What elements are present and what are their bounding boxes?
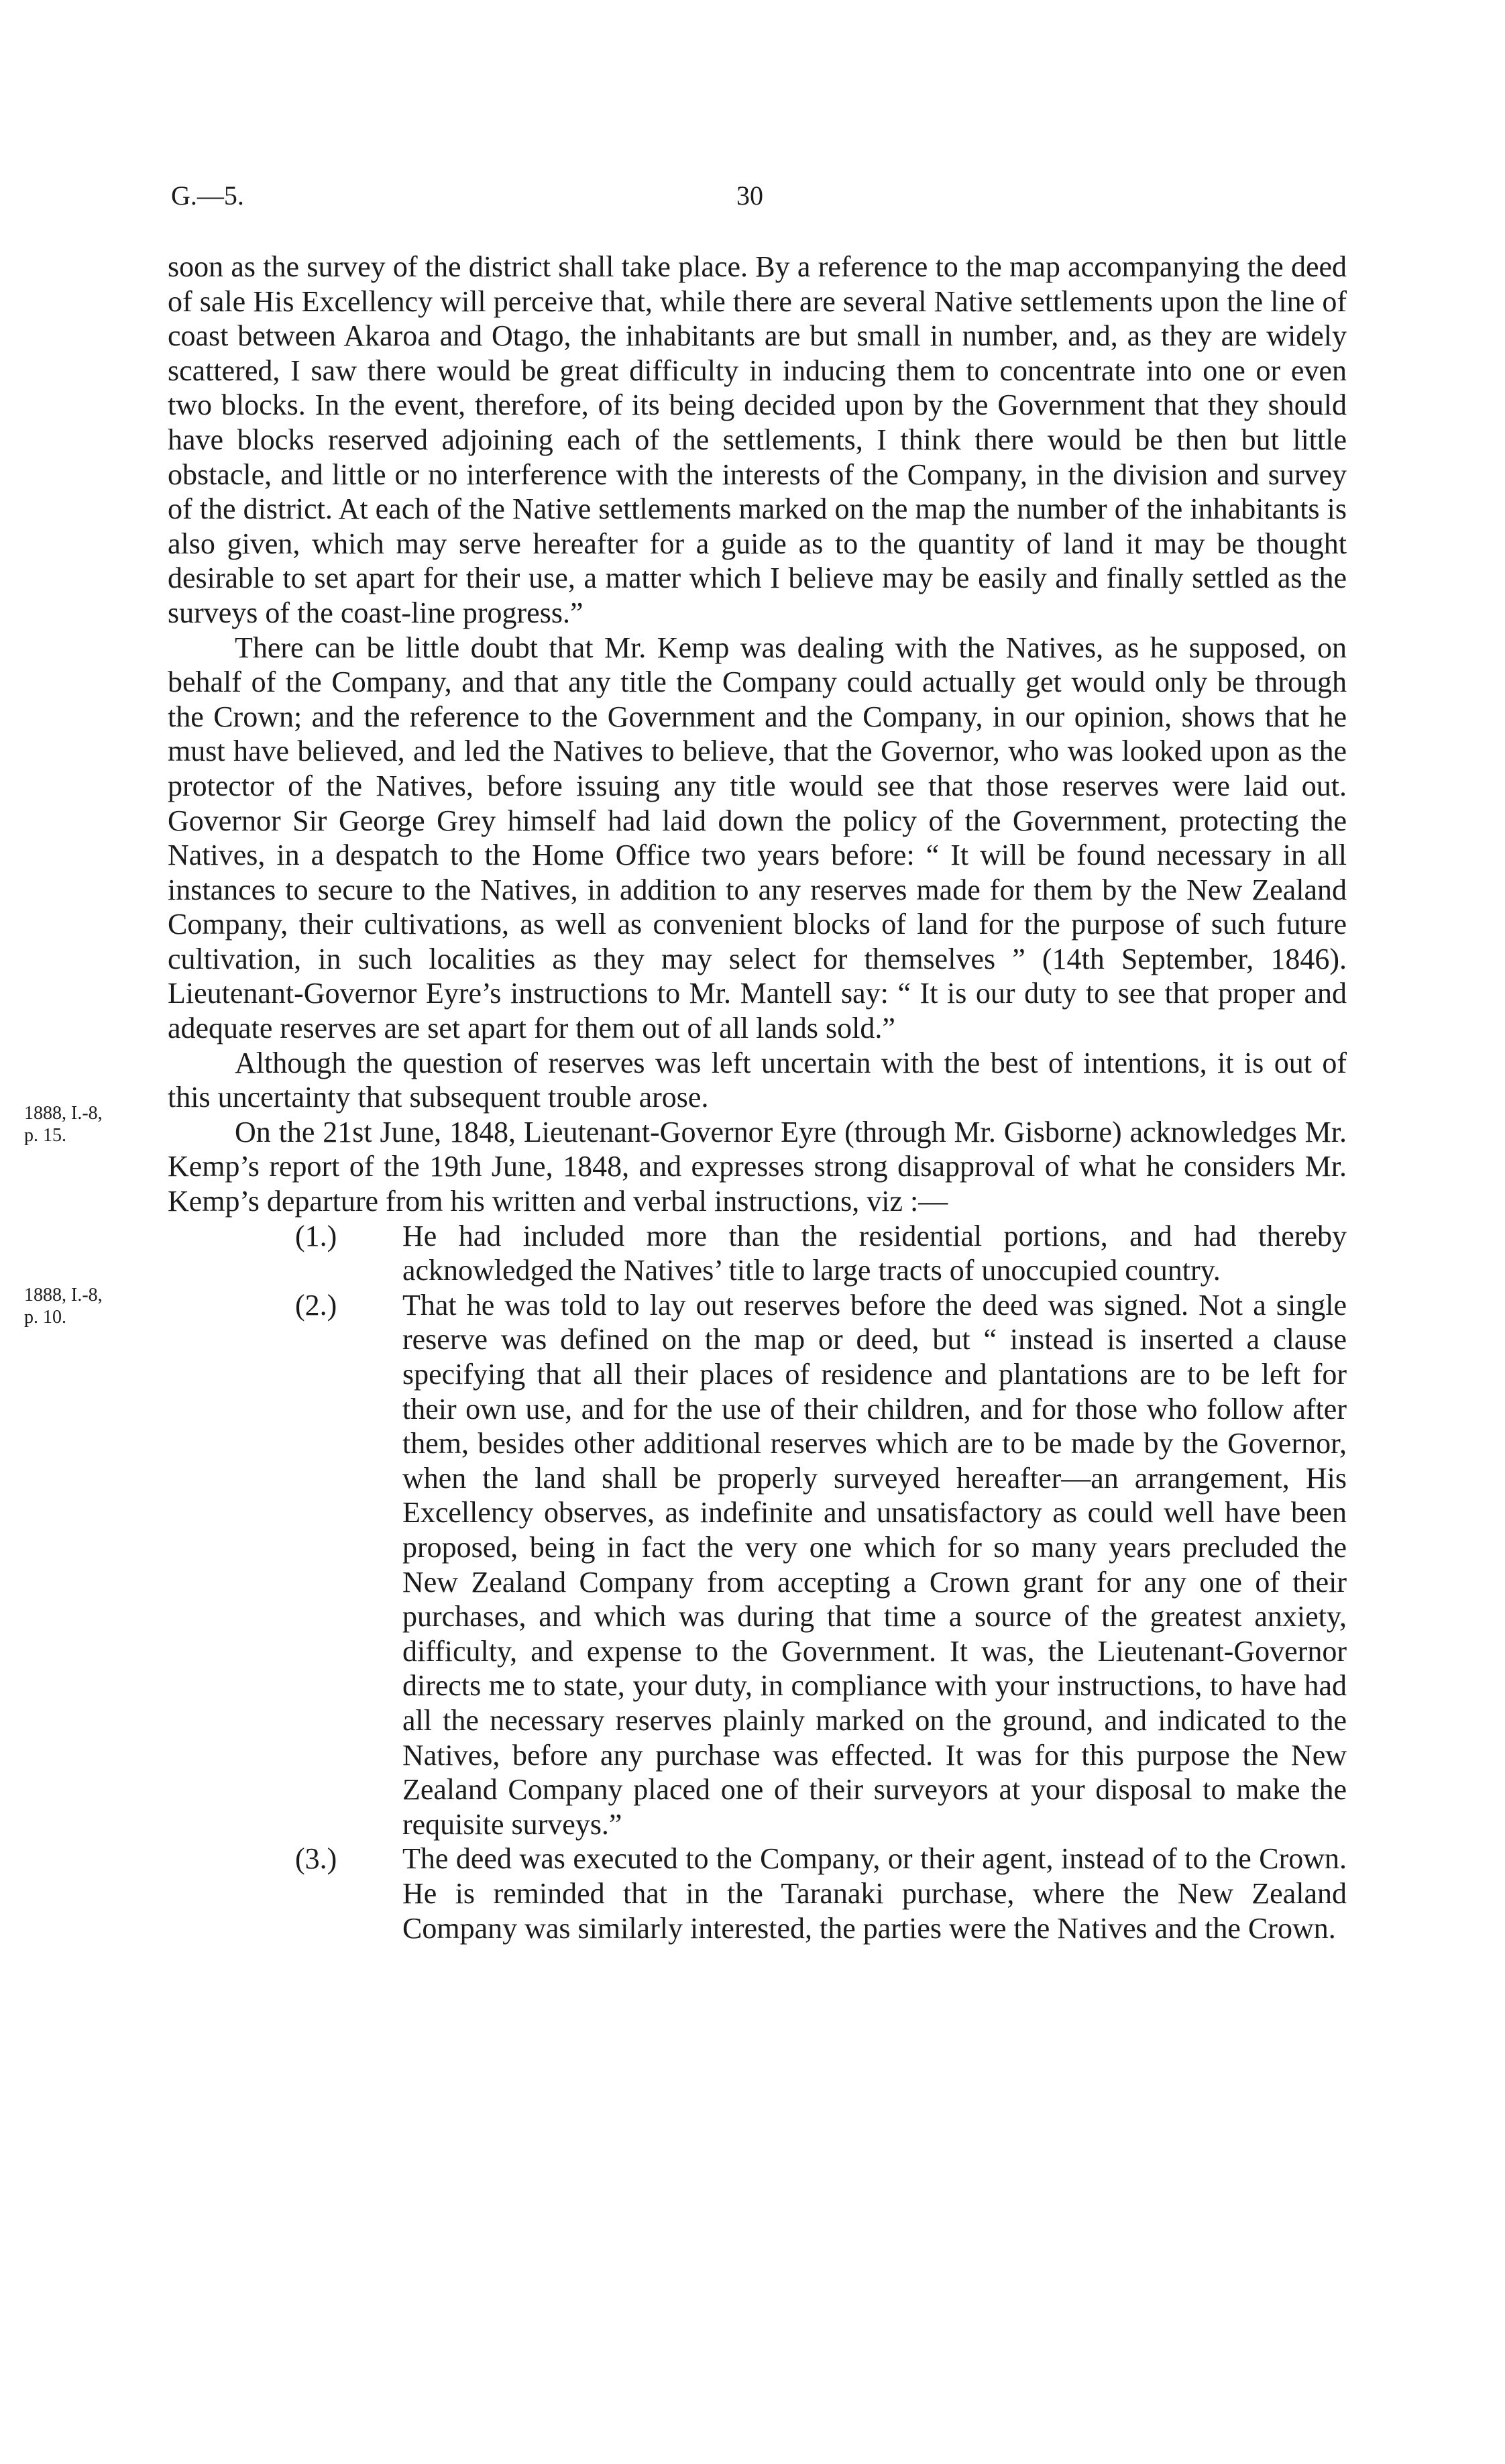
page-number: 30: [736, 180, 763, 211]
paragraph-reserves-uncertain: Although the question of reserves was left uncertain with the best of intentions, it is out of this uncertainty that subsequent trouble arose.: [168, 1046, 1347, 1114]
margin-note-2-ref: 1888, I.-8,: [24, 1285, 103, 1305]
margin-note-2-page: p. 10.: [24, 1307, 66, 1328]
margin-note-1-page: p. 15.: [24, 1125, 66, 1146]
paragraph-eyre-acknowledges: On the 21st June, 1848, Lieutenant-Governor Eyre (through Mr. Gisborne) acknowledges Mr. Kemp’s report of the 19th June, 1848, and expresses strong disapproval of what he considers Mr. Kemp’s departure from his written and verbal instructions, viz :—: [168, 1115, 1347, 1218]
body-text: [168, 250, 1347, 1945]
margin-note-1: [24, 1102, 103, 1146]
list-item: [168, 1841, 1347, 1945]
list-item-number: (2.): [295, 1288, 337, 1322]
list-item: [168, 1288, 1347, 1842]
list-item-number: (3.): [295, 1842, 337, 1876]
list-item-text: He had included more than the residential portions, and had thereby acknowledged the Natives’ title to large tracts of unoccupied country.: [402, 1219, 1347, 1287]
margin-note-1-ref: 1888, I.-8,: [24, 1103, 103, 1124]
paragraph-continuation: soon as the survey of the district shall take place. By a reference to the map accompanying the deed of sale His Excellency will perceive that, while there are several Native settlements upon the line of coast between Akaroa and Otago, the inhabitants are but small in number, and, as they are widely scattered, I saw there would be great difficulty in inducing them to concentrate into one or even two blocks. In the event, therefore, of its being decided upon by the Government that they should have blocks reserved adjoining each of the settlements, I think there would be then but little obstacle, and little or no interference with the interests of the Company, in the division and survey of the district. At each of the Native settlements marked on the map the number of the inhabitants is also given, which may serve hereafter for a guide as to the quantity of land it may be thought desirable to set apart for their use, a matter which I believe may be easily and finally settled as the surveys of the coast-line progress.”: [168, 250, 1347, 629]
paragraph-kemp-dealing: There can be little doubt that Mr. Kemp was dealing with the Natives, as he supposed, on behalf of the Company, and that any title the Company could actually get would only be through the Crown; and the reference to the Government and the Company, in our opinion, shows that he must have believed, and led the Natives to believe, that the Governor, who was looked upon as the protector of the Natives, before issuing any title would see that those reserves were laid out. Governor Sir George Grey himself had laid down the policy of the Government, protecting the Natives, in a despatch to the Home Office two years before: “ It will be found necessary in all instances to secure to the Natives, in addition to any reserves made for them by the New Zealand Company, their cultivations, as well as convenient blocks of land for the purpose of such future cultivation, in such localities as they may select for themselves ” (14th September, 1846). Lieutenant-Governor Eyre’s instructions to Mr. Mantell say: “ It is our duty to see that proper and adequate reserves are set apart for them out of all lands sold.”: [168, 631, 1347, 1045]
document-reference: G.—5.: [171, 180, 244, 211]
list-item-text: That he was told to lay out reserves before the deed was signed. Not a single reserve was defined on the map or deed, but “ instead is inserted a clause specifying that all their places of residence and plantations are to be left for their own use, and for the use of their children, and for those who follow after them, besides other additional reserves which are to be made by the Governor, when the land shall be properly surveyed hereafter—an arrangement, His Excellency observes, as indefinite and unsatisfactory as could well have been proposed, being in fact the very one which for so many years precluded the New Zealand Company from accepting a Crown grant for any one of their purchases, and which was during that time a source of the greatest anxiety, difficulty, and expense to the Government. It was, the Lieutenant-Governor directs me to state, your duty, in compliance with your instructions, to have had all the necessary reserves plainly marked on the ground, and indicated to the Natives, before any purchase was effected. It was for this purpose the New Zealand Company placed one of their surveyors at your disposal to make the requisite surveys.”: [402, 1288, 1347, 1841]
list-item-number: (1.): [295, 1219, 337, 1252]
margin-note-2: [24, 1284, 103, 1328]
list-item-text: The deed was executed to the Company, or their agent, instead of to the Crown. He is reminded that in the Taranaki purchase, where the New Zealand Company was similarly interested, the parties were the Natives and the Crown.: [402, 1842, 1347, 1945]
list-item: [168, 1219, 1347, 1288]
